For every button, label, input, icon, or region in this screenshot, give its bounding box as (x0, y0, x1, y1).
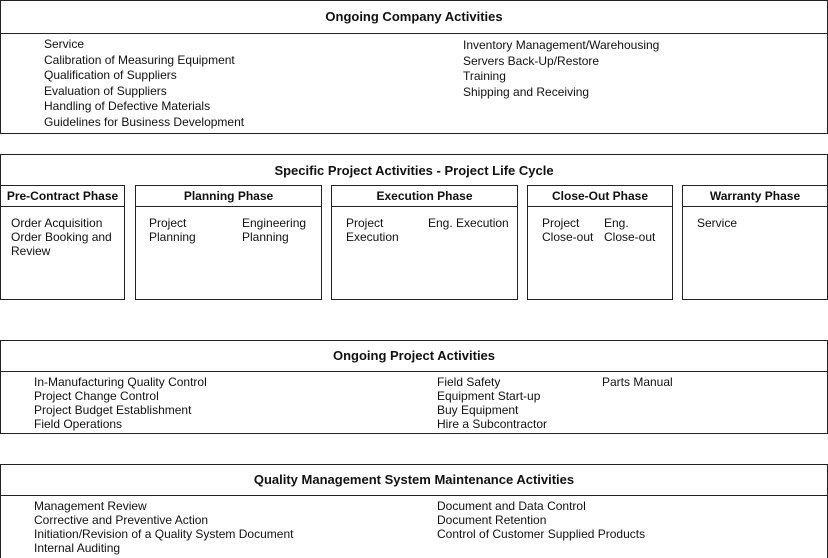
ongoing-project-col2 (437, 375, 547, 431)
list-item: Evaluation of Suppliers (44, 83, 167, 98)
list-item: Project (346, 216, 384, 230)
list-item: Hire a Subcontractor (437, 417, 548, 431)
ongoing-project-activities-title: Ongoing Project Activities (1, 341, 827, 372)
list-item: Planning (242, 230, 289, 244)
phase-title: Planning Phase (136, 186, 321, 207)
list-item: Project Change Control (34, 389, 159, 403)
phase-items (242, 216, 306, 244)
list-item: Document and Data Control (437, 499, 586, 513)
list-item: Qualification of Suppliers (44, 68, 177, 82)
list-item: Service (697, 216, 738, 230)
list-item: Inventory Management/Warehousing (463, 38, 660, 52)
list-item: Parts Manual (602, 375, 673, 389)
ongoing-company-left-list (44, 37, 244, 130)
list-item: Order Acquisition (11, 216, 103, 230)
list-item: Guidelines for Business Development (44, 114, 245, 129)
phase-pre-contract (0, 185, 125, 300)
list-item: Calibration of Measuring Equipment (44, 52, 235, 67)
phase-items (346, 216, 399, 244)
phase-title: Close-Out Phase (528, 186, 672, 207)
ongoing-project-activities-box (0, 340, 828, 434)
phase-warranty (682, 185, 828, 300)
phase-title: Warranty Phase (683, 186, 827, 207)
phase-close-out (527, 185, 673, 300)
list-item: Servers Back-Up/Restore (463, 53, 600, 68)
project-life-cycle-title: Specific Project Activities - Project Life Cycle (274, 163, 554, 178)
ongoing-company-activities-box (0, 0, 828, 134)
ongoing-project-col1 (34, 375, 207, 431)
list-item: Management Review (34, 499, 147, 513)
list-item: Planning (149, 230, 196, 244)
phase-items (604, 216, 655, 244)
list-item: Document Retention (437, 513, 547, 527)
phase-title: Execution Phase (332, 186, 517, 207)
list-item: Control of Customer Supplied Products (437, 527, 646, 541)
list-item: In-Manufacturing Quality Control (34, 375, 207, 389)
phase-items (542, 216, 593, 244)
list-item: Execution (346, 230, 399, 244)
list-item: Corrective and Preventive Action (34, 513, 209, 527)
qms-maintenance-box (0, 464, 828, 558)
phase-title: Pre-Contract Phase (1, 186, 124, 207)
phase-items (11, 216, 112, 258)
list-item: Order Booking and (11, 230, 112, 244)
phase-execution (331, 185, 518, 300)
qms-right-list (437, 499, 645, 541)
phase-items (697, 216, 737, 230)
list-item: Equipment Start-up (437, 389, 541, 403)
list-item: Internal Auditing (34, 541, 121, 555)
list-item: Service (44, 37, 85, 51)
list-item: Close-out (542, 230, 594, 244)
qms-maintenance-title: Quality Management System Maintenance Activities (1, 465, 827, 496)
list-item: Initiation/Revision of a Quality System Document (34, 527, 294, 541)
ongoing-project-col3 (602, 375, 673, 389)
list-item: Project Budget Establishment (34, 403, 192, 417)
list-item: Review (11, 244, 51, 258)
list-item: Project (542, 216, 580, 230)
list-item: Buy Equipment (437, 403, 519, 417)
list-item: Eng. (604, 216, 629, 230)
list-item: Shipping and Receiving (463, 84, 590, 99)
list-item: Project (149, 216, 187, 230)
list-item: Field Operations (34, 417, 123, 431)
ongoing-company-right-list (463, 38, 659, 100)
list-item: Handling of Defective Materials (44, 99, 211, 113)
phase-items (428, 216, 509, 230)
list-item: Close-out (604, 230, 656, 244)
list-item: Field Safety (437, 375, 501, 389)
qms-left-list (34, 499, 293, 555)
phase-planning (135, 185, 322, 300)
list-item: Training (463, 69, 506, 83)
phase-items (149, 216, 196, 244)
ongoing-company-activities-title: Ongoing Company Activities (1, 1, 827, 34)
list-item: Engineering (242, 216, 307, 230)
list-item: Eng. Execution (428, 216, 509, 230)
